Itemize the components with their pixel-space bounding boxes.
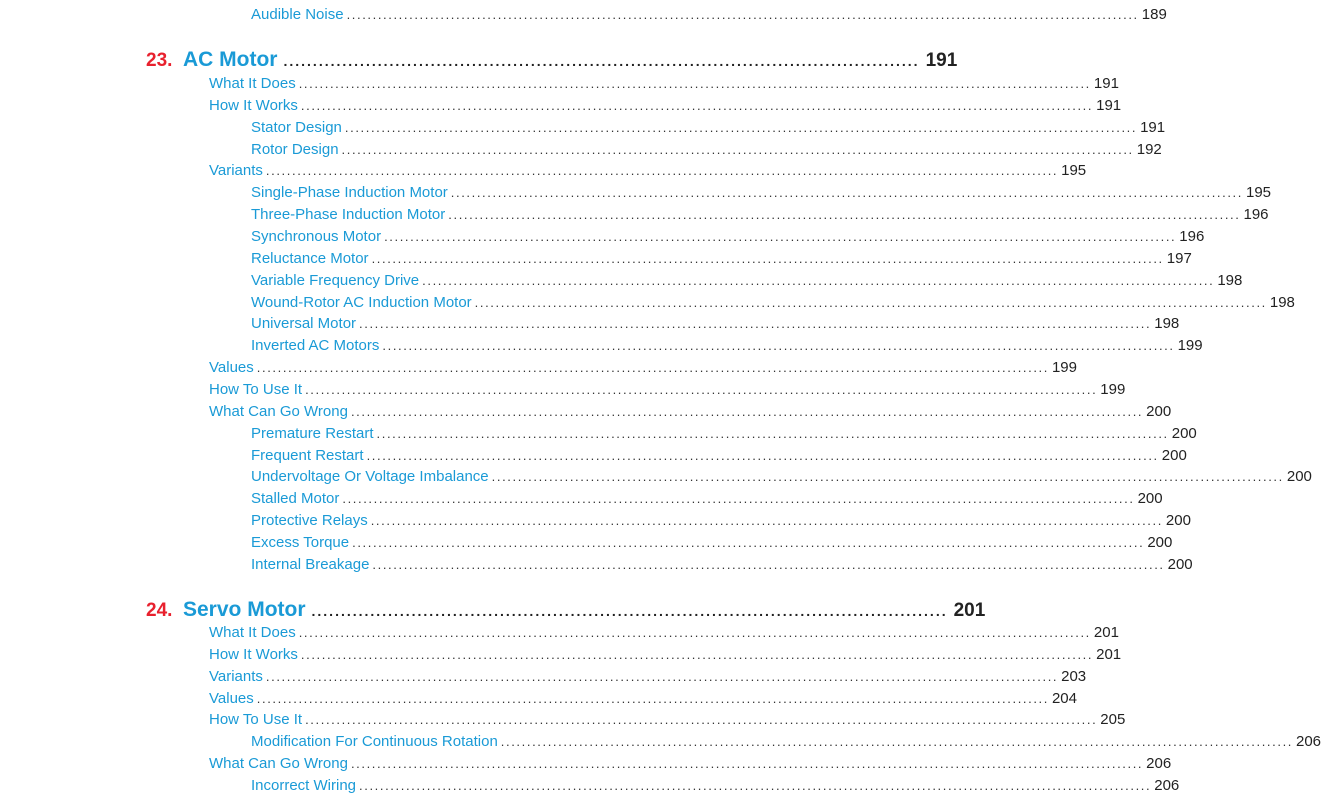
entry-label: Universal Motor bbox=[251, 315, 357, 333]
toc-entry[interactable] bbox=[251, 271, 1243, 289]
dot-leader: ........................................................................................................................................................ bbox=[371, 250, 1164, 266]
dot-leader: ........................................................................................................................................................ bbox=[265, 163, 1059, 179]
entry-label: How It Works bbox=[209, 96, 298, 114]
dot-leader: ........................................................................................................................................................ bbox=[300, 646, 1094, 662]
dot-leader: ........................................................................................................................................................ bbox=[256, 690, 1049, 706]
entry-page: 195 bbox=[1245, 184, 1272, 202]
toc-entry[interactable] bbox=[251, 468, 1312, 486]
dot-leader: ........................................................................................................................................................ bbox=[448, 207, 1241, 223]
entry-page: 197 bbox=[1166, 249, 1192, 267]
dot-leader: ........................................................................................................................................................ bbox=[265, 668, 1059, 684]
toc-entry[interactable] bbox=[251, 512, 1191, 529]
entry-label: Variable Frequency Drive bbox=[251, 271, 420, 289]
entry-label: What It Does bbox=[209, 624, 296, 641]
entry-page: 200 bbox=[1171, 424, 1197, 442]
entry-page: 206 bbox=[1146, 755, 1172, 773]
toc-entry[interactable] bbox=[251, 6, 1167, 23]
entry-page: 198 bbox=[1217, 271, 1243, 289]
entry-label: How To Use It bbox=[209, 380, 303, 398]
entry-label: Rotor Design bbox=[251, 140, 339, 158]
chapter-title: AC Motor bbox=[183, 48, 278, 71]
entry-page: 196 bbox=[1179, 228, 1205, 245]
toc-entry[interactable] bbox=[251, 733, 1321, 751]
toc-entry[interactable] bbox=[209, 711, 1126, 729]
toc-entry[interactable] bbox=[251, 315, 1180, 333]
toc-entry[interactable] bbox=[209, 667, 1087, 685]
entry-page: 189 bbox=[1141, 6, 1167, 23]
entry-label: Stator Design bbox=[251, 118, 342, 136]
entry-page: 201 bbox=[1096, 645, 1122, 663]
dot-leader: ........................................................................................................................................................ bbox=[352, 534, 1145, 550]
entry-page: 195 bbox=[1061, 162, 1087, 180]
dot-leader: ........................................................................................................................................................ bbox=[359, 316, 1152, 332]
dot-leader: ........................................................................................................................................................ bbox=[341, 141, 1134, 157]
toc-entry[interactable] bbox=[209, 624, 1119, 641]
dot-leader: ........................................................................................................................................................ bbox=[372, 556, 1165, 572]
entry-page: 198 bbox=[1154, 315, 1180, 333]
toc-entry[interactable] bbox=[251, 424, 1197, 442]
entry-page: 198 bbox=[1269, 293, 1295, 311]
dot-leader: ........................................................................................................................................................ bbox=[491, 469, 1284, 485]
dot-leader: ........................................................................................................................................................ bbox=[342, 491, 1135, 507]
toc-entry[interactable] bbox=[251, 206, 1269, 224]
entry-page: 200 bbox=[1146, 402, 1172, 420]
toc-entry[interactable] bbox=[209, 75, 1119, 92]
dot-leader: ........................................................................................................................................................ bbox=[382, 338, 1175, 354]
entry-page: 203 bbox=[1061, 667, 1087, 685]
entry-page: 206 bbox=[1296, 733, 1321, 751]
entry-label: Excess Torque bbox=[251, 533, 350, 551]
entry-page: 196 bbox=[1243, 206, 1269, 224]
entry-label: Modification For Continuous Rotation bbox=[251, 733, 498, 751]
toc-entry[interactable] bbox=[209, 96, 1122, 114]
entry-page: 206 bbox=[1154, 777, 1180, 794]
dot-leader: ........................................................................................................................................................ bbox=[474, 294, 1267, 310]
chapter-page: 201 bbox=[953, 600, 986, 621]
entry-label: What Can Go Wrong bbox=[209, 402, 348, 420]
dot-leader: ........................................................................................................................................................ bbox=[350, 756, 1144, 772]
toc-entry[interactable] bbox=[251, 118, 1166, 136]
dot-leader: ........................................................................................................................................................ bbox=[376, 425, 1169, 441]
toc-entry[interactable] bbox=[251, 293, 1295, 311]
toc-entry[interactable] bbox=[209, 162, 1087, 180]
toc-entry[interactable] bbox=[251, 490, 1163, 508]
entry-label: Audible Noise bbox=[251, 6, 344, 23]
dot-leader: ............................................................................................................ bbox=[283, 53, 920, 69]
entry-page: 191 bbox=[1093, 75, 1119, 92]
entry-label: Variants bbox=[209, 162, 263, 180]
entry-label: Variants bbox=[209, 667, 263, 685]
chapter-heading-24[interactable] bbox=[146, 598, 986, 622]
entry-label: Protective Relays bbox=[251, 512, 368, 529]
entry-page: 200 bbox=[1161, 446, 1187, 464]
chapter-title: Servo Motor bbox=[183, 598, 306, 621]
chapter-number: 24. bbox=[146, 600, 173, 621]
entry-label: Single-Phase Induction Motor bbox=[251, 184, 448, 202]
entry-page: 199 bbox=[1100, 380, 1126, 398]
toc-entry[interactable] bbox=[251, 140, 1162, 158]
entry-label: Reluctance Motor bbox=[251, 249, 369, 267]
entry-label: Wound-Rotor AC Induction Motor bbox=[251, 293, 472, 311]
entry-page: 200 bbox=[1137, 490, 1163, 508]
dot-leader: ........................................................................................................................................................ bbox=[305, 381, 1098, 397]
entry-label: Synchronous Motor bbox=[251, 228, 382, 245]
entry-page: 199 bbox=[1177, 337, 1203, 355]
dot-leader: ............................................................................................................ bbox=[311, 603, 948, 619]
chapter-heading-23[interactable] bbox=[146, 48, 958, 72]
entry-page: 192 bbox=[1136, 140, 1162, 158]
toc-entry[interactable] bbox=[209, 380, 1126, 398]
entry-page: 205 bbox=[1100, 711, 1126, 729]
entry-label: Undervoltage Or Voltage Imbalance bbox=[251, 468, 489, 486]
dot-leader: ........................................................................................................................................................ bbox=[350, 403, 1144, 419]
toc-entry[interactable] bbox=[209, 359, 1077, 377]
toc-entry[interactable] bbox=[251, 777, 1180, 794]
dot-leader: ........................................................................................................................................................ bbox=[305, 712, 1098, 728]
entry-label: Frequent Restart bbox=[251, 446, 364, 464]
dot-leader: ........................................................................................................................................................ bbox=[346, 7, 1139, 22]
entry-page: 191 bbox=[1096, 96, 1122, 114]
entry-page: 200 bbox=[1165, 512, 1191, 529]
entry-page: 191 bbox=[1140, 118, 1166, 136]
toc-entry[interactable] bbox=[251, 249, 1192, 267]
dot-leader: ........................................................................................................................................................ bbox=[384, 229, 1177, 244]
toc-entry[interactable] bbox=[209, 402, 1172, 420]
dot-leader: ........................................................................................................................................................ bbox=[500, 734, 1293, 750]
chapter-number: 23. bbox=[146, 50, 173, 71]
toc-entry[interactable] bbox=[251, 337, 1203, 355]
entry-label: How To Use It bbox=[209, 711, 303, 729]
dot-leader: ........................................................................................................................................................ bbox=[359, 778, 1152, 793]
entry-label: Incorrect Wiring bbox=[251, 777, 357, 794]
dot-leader: ........................................................................................................................................................ bbox=[300, 97, 1094, 113]
chapter-page: 191 bbox=[925, 50, 958, 71]
entry-page: 199 bbox=[1051, 359, 1077, 377]
dot-leader: ........................................................................................................................................................ bbox=[298, 625, 1091, 640]
toc-entry[interactable] bbox=[251, 228, 1205, 245]
entry-label: Values bbox=[209, 359, 254, 377]
toc-entry[interactable] bbox=[209, 755, 1172, 773]
dot-leader: ........................................................................................................................................................ bbox=[344, 119, 1138, 135]
toc-entry[interactable] bbox=[251, 446, 1187, 464]
entry-label: Values bbox=[209, 689, 254, 707]
toc-entry[interactable] bbox=[251, 184, 1272, 202]
entry-label: What It Does bbox=[209, 75, 296, 92]
entry-page: 201 bbox=[1093, 624, 1119, 641]
toc-entry[interactable] bbox=[251, 533, 1173, 551]
entry-label: Three-Phase Induction Motor bbox=[251, 206, 446, 224]
entry-page: 200 bbox=[1286, 468, 1312, 486]
entry-label: How It Works bbox=[209, 645, 298, 663]
entry-page: 200 bbox=[1147, 533, 1173, 551]
entry-page: 204 bbox=[1051, 689, 1077, 707]
dot-leader: ........................................................................................................................................................ bbox=[450, 185, 1243, 201]
entry-label: Inverted AC Motors bbox=[251, 337, 380, 355]
dot-leader: ........................................................................................................................................................ bbox=[370, 513, 1163, 528]
dot-leader: ........................................................................................................................................................ bbox=[298, 76, 1091, 91]
entry-label: Internal Breakage bbox=[251, 555, 370, 573]
entry-label: What Can Go Wrong bbox=[209, 755, 348, 773]
dot-leader: ........................................................................................................................................................ bbox=[422, 272, 1215, 288]
toc-entry[interactable] bbox=[209, 689, 1077, 707]
entry-label: Premature Restart bbox=[251, 424, 374, 442]
dot-leader: ........................................................................................................................................................ bbox=[366, 447, 1159, 463]
dot-leader: ........................................................................................................................................................ bbox=[256, 360, 1049, 376]
toc-entry[interactable] bbox=[209, 645, 1122, 663]
toc-entry[interactable] bbox=[251, 555, 1193, 573]
entry-page: 200 bbox=[1167, 555, 1193, 573]
entry-label: Stalled Motor bbox=[251, 490, 340, 508]
